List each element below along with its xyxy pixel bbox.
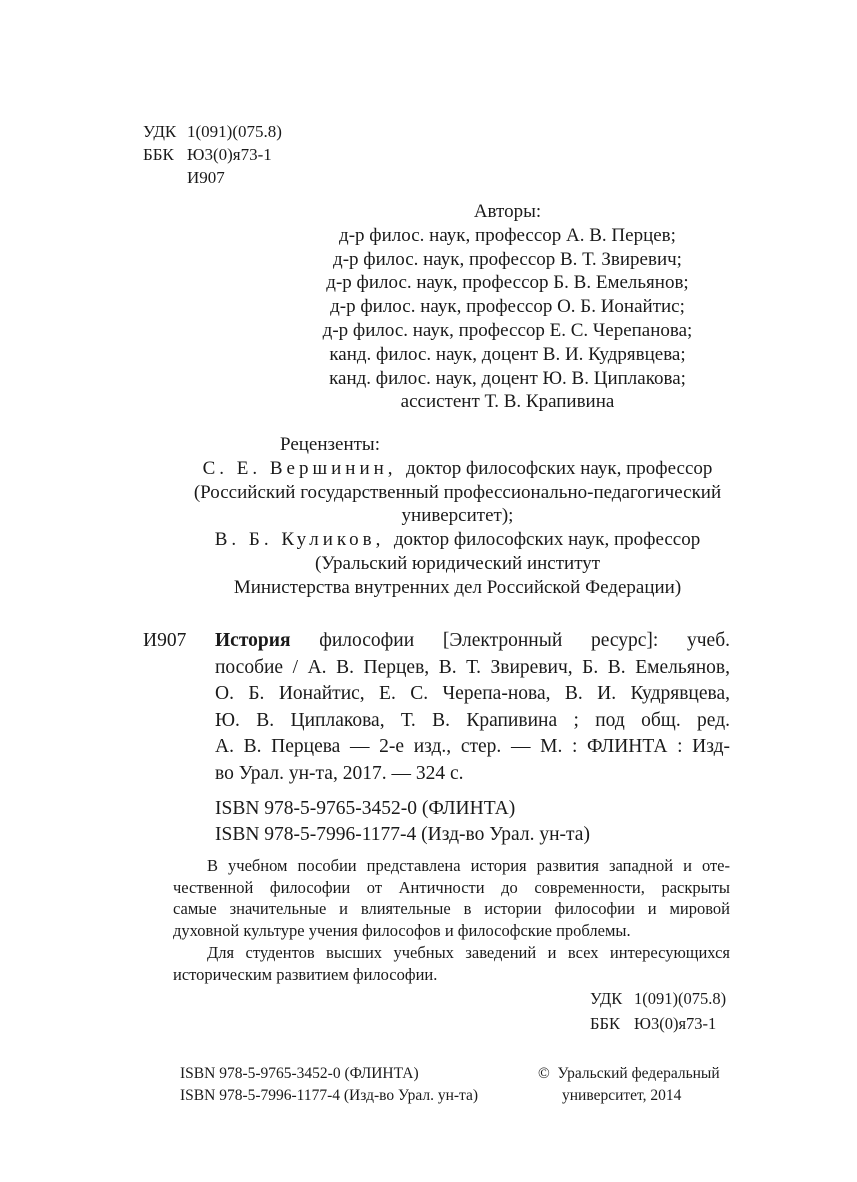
reviewer-2-org-1: (Уральский юридический институт <box>314 552 601 574</box>
udk-code-bottom: УДК 1(091)(075.8) <box>590 989 727 1008</box>
catalog-line-2: пособие / А. В. Перцев, В. Т. Звиревич, Б. В. Емельянов, <box>215 656 730 678</box>
reviewers-block <box>130 433 785 600</box>
catalog-line-1: История философии [Электронный ресурс]: учеб. <box>215 630 731 651</box>
annotation-line: духовной культуре учения философов и философские проблемы. <box>173 921 631 941</box>
reviewer-1-org-2: университет); <box>401 505 514 527</box>
catalog-title-bold: История <box>215 630 291 651</box>
reviewer-2-org-2: Министерства внутренних дел Российской Федерации) <box>233 576 682 598</box>
reviewer-2 <box>130 528 785 552</box>
reviewer-2-title: доктор философских наук, профессор <box>393 529 701 551</box>
udk-value: 1(091)(075.8) <box>187 122 282 141</box>
author-line: ассистент Т. В. Крапивина <box>400 391 615 413</box>
catalog-line-5: А. В. Перцева — 2-е изд., стер. — М. : ФЛИНТА : Изд- <box>215 736 730 757</box>
annotation-line: самые значительные и влиятельные в истории философии и мировой <box>173 899 730 919</box>
bbk-value: Ю3(0)я73-1 <box>187 145 272 164</box>
author-line: канд. филос. наук, доцент Ю. В. Циплакова; <box>329 367 686 389</box>
copyright-icon: © <box>538 1065 550 1082</box>
author-line: д-р филос. наук, профессор Б. В. Емельянов; <box>326 272 689 294</box>
author-line: д-р филос. наук, профессор Е. С. Черепанова; <box>322 319 693 341</box>
catalog-line-6: во Урал. ун-та, 2017. — 324 с. <box>215 762 464 784</box>
authors-block <box>230 200 785 414</box>
udk-code-top <box>143 122 282 142</box>
catalog-mark: И907 <box>143 630 187 651</box>
bbk-code-top <box>143 145 272 165</box>
author-line: д-р филос. наук, профессор О. Б. Ионайтис; <box>330 296 685 318</box>
copyright-line-1: © Уральский федеральный <box>538 1065 720 1082</box>
reviewer-1-name: С. Е. Вершинин, <box>202 457 397 479</box>
annotation-line: историческим развитием философии. <box>173 964 438 984</box>
bbk-label: ББК <box>143 145 174 164</box>
annotation <box>173 855 730 985</box>
author-line: д-р филос. наук, профессор В. Т. Звиревич; <box>333 248 682 270</box>
reviewer-1-title: доктор философских наук, профессор <box>406 457 713 479</box>
isbn-main-2: ISBN 978-5-7996-1177-4 (Изд-во Урал. ун-та) <box>215 824 590 845</box>
copyright <box>538 1063 720 1106</box>
udk-label: УДК <box>143 122 177 141</box>
annotation-line: чественной философии от Античности до современности, раскрыты <box>173 877 730 897</box>
footer-isbn <box>180 1063 478 1106</box>
catalog-line-3: О. Б. Ионайтис, Е. С. Черепа-нова, В. И. Кудрявцева, <box>215 683 730 704</box>
author-line: канд. филос. наук, доцент В. И. Кудрявцева; <box>329 343 686 365</box>
isbn-main-1: ISBN 978-5-9765-3452-0 (ФЛИНТА) <box>215 798 516 819</box>
bbk-code-bottom: ББК Ю3(0)я73-1 <box>590 1014 717 1033</box>
reviewer-1-org-1: (Российский государственный профессионально-педагогический <box>193 481 722 503</box>
copyright-line-2: университет, 2014 <box>562 1086 682 1104</box>
codes-bottom <box>590 986 726 1036</box>
author-line: д-р филос. наук, профессор А. В. Перцев; <box>339 224 676 246</box>
reviewer-2-name: В. Б. Куликов, <box>214 529 385 551</box>
reviewers-heading: Рецензенты: <box>280 434 380 455</box>
footer-isbn-1: ISBN 978-5-9765-3452-0 (ФЛИНТА) <box>180 1065 419 1082</box>
reviewer-1 <box>130 457 785 481</box>
footer-isbn-2: ISBN 978-5-7996-1177-4 (Изд-во Урал. ун-та) <box>180 1086 479 1104</box>
annotation-line: В учебном пособии представлена история развития западной и оте- <box>207 856 730 875</box>
authors-heading: Авторы: <box>473 201 542 222</box>
catalog-entry <box>215 628 730 787</box>
annotation-line: Для студентов высших учебных заведений и всех интересующихся <box>207 942 730 962</box>
author-mark-top <box>143 168 225 188</box>
author-mark: И907 <box>187 168 225 187</box>
catalog-line-4: Ю. В. Циплакова, Т. В. Крапивина ; под общ. ред. <box>215 709 730 731</box>
